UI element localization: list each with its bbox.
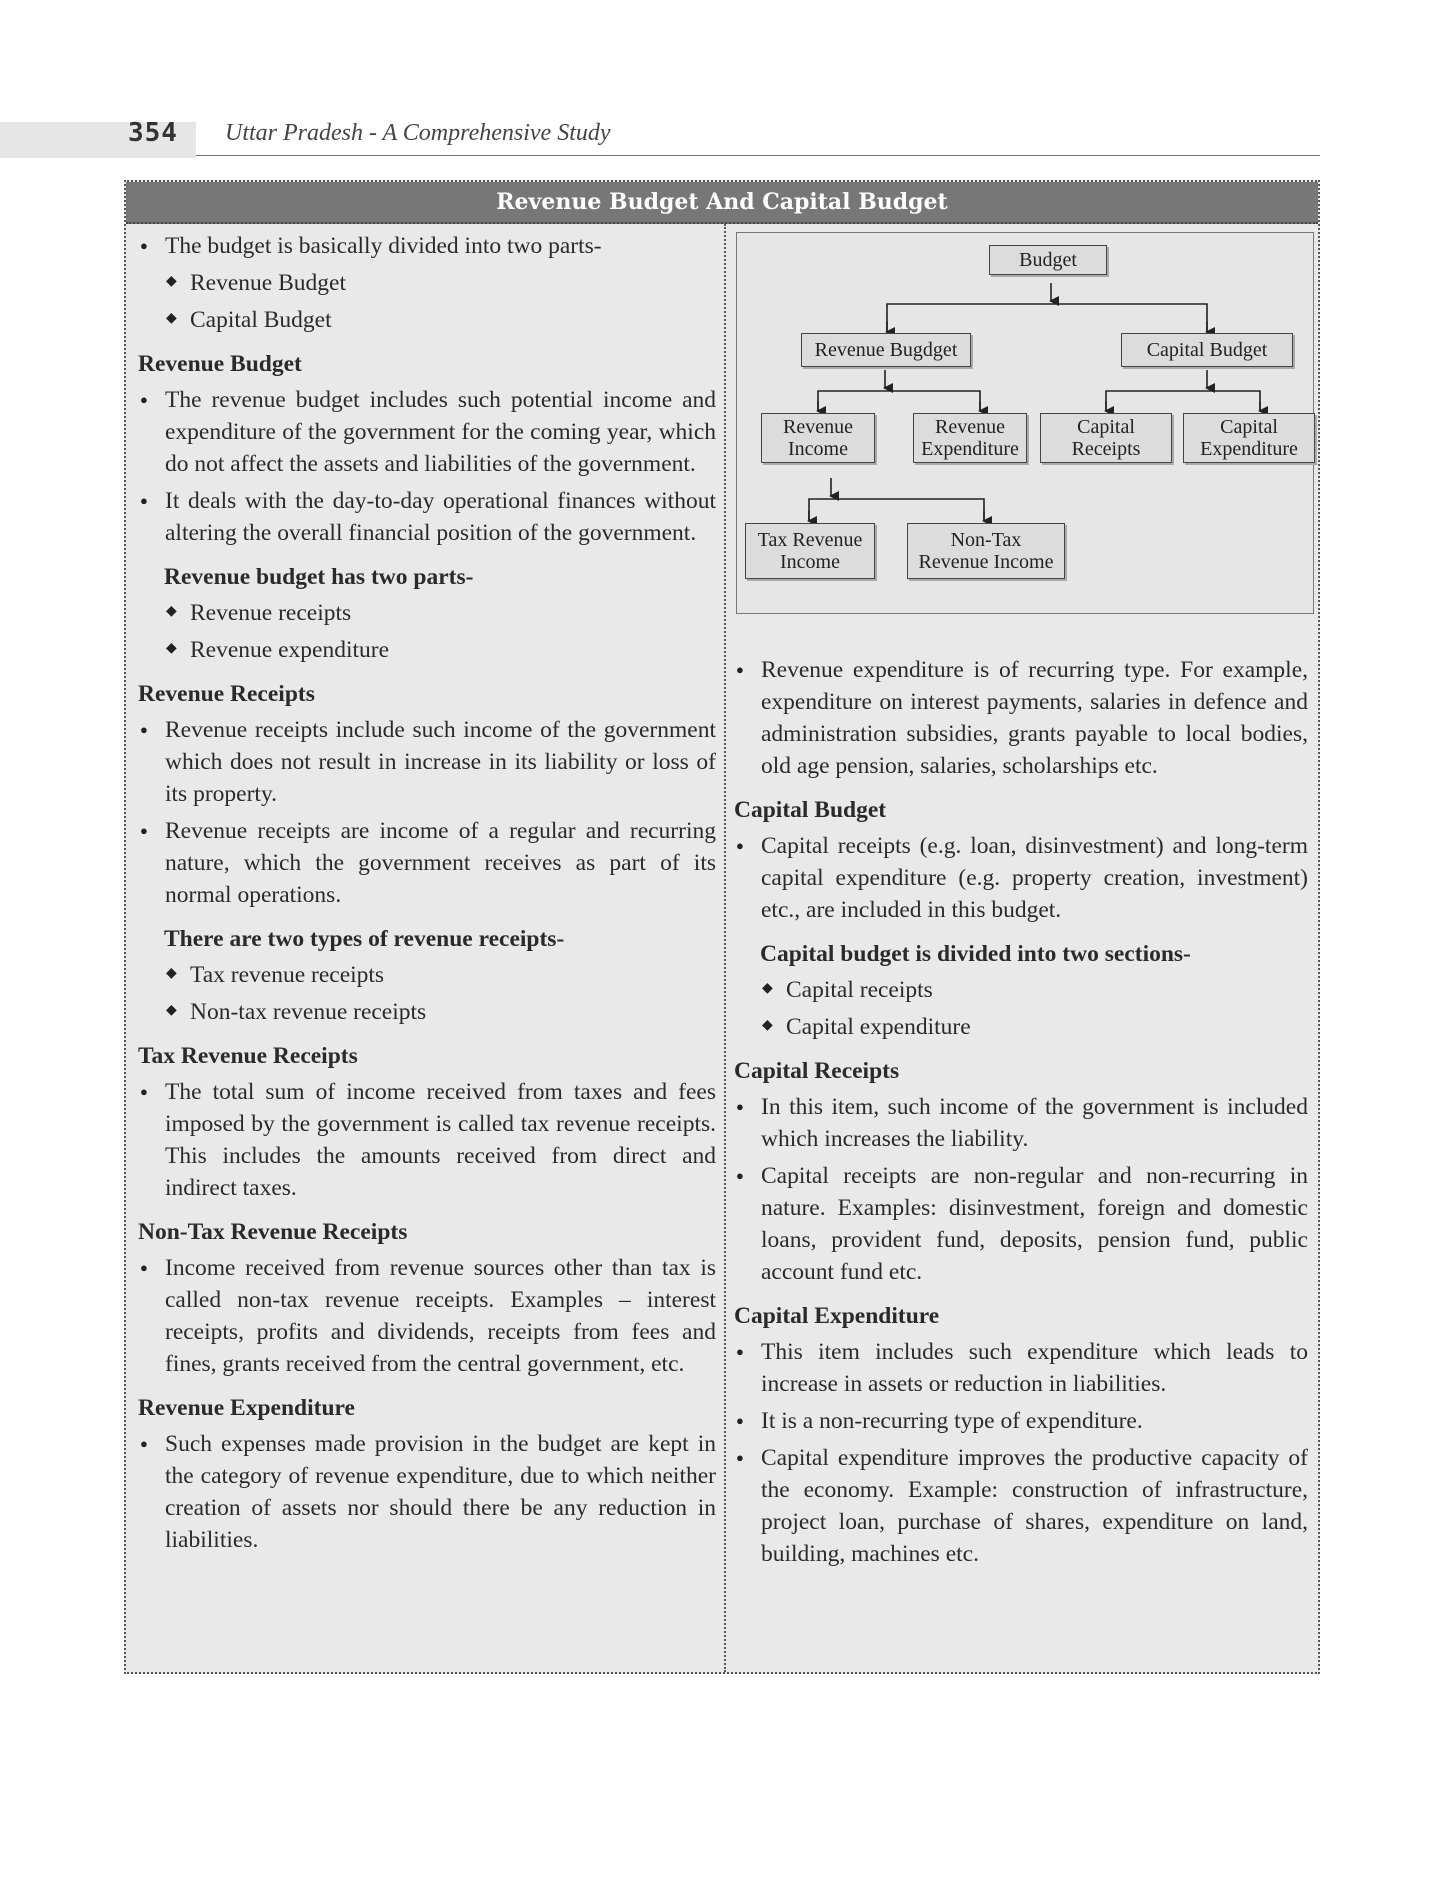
bullet: ● The revenue budget includes such potential income and expenditure of the government for the coming year, which do not affect the assets and liabilities of the government. bbox=[138, 384, 716, 480]
list-item: ◆ Capital receipts bbox=[734, 974, 1308, 1006]
section-heading: Non-Tax Revenue Receipts bbox=[138, 1219, 408, 1245]
list-item: ◆ Revenue expenditure bbox=[138, 634, 716, 666]
subheading: Revenue budget has two parts- bbox=[164, 564, 474, 590]
box-title: Revenue Budget And Capital Budget bbox=[126, 182, 1318, 224]
section-heading: Capital Receipts bbox=[734, 1058, 900, 1084]
left-column bbox=[138, 224, 716, 1561]
budget-diagram bbox=[736, 232, 1314, 614]
node-capital-budget: Capital Budget bbox=[1121, 333, 1293, 367]
list-item: ◆ Tax revenue receipts bbox=[138, 959, 716, 991]
bullet: ● In this item, such income of the government is included which increases the liability. bbox=[734, 1091, 1308, 1155]
info-box bbox=[124, 180, 1320, 1674]
node-revenue-budget: Revenue Bugdget bbox=[801, 333, 971, 367]
bullet: ● Income received from revenue sources other than tax is called non-tax revenue receipts. Examples – interest receipts, profits and dividends, receipts from fees and fines, grants received from the central government, etc. bbox=[138, 1252, 716, 1380]
intro-bullet: ● The budget is basically divided into two parts- bbox=[138, 230, 716, 262]
section-heading: Capital Expenditure bbox=[734, 1303, 940, 1329]
node-capital-expenditure: Capital Expenditure bbox=[1183, 413, 1315, 463]
connector-income-split bbox=[809, 499, 984, 521]
section-heading: Revenue Budget bbox=[138, 351, 302, 377]
running-title: Uttar Pradesh - A Comprehensive Study bbox=[225, 120, 611, 146]
section-heading: Tax Revenue Receipts bbox=[138, 1043, 358, 1069]
connector-budget-split bbox=[887, 304, 1207, 332]
connector-capital-split bbox=[1106, 391, 1260, 411]
section-heading: Revenue Receipts bbox=[138, 681, 315, 707]
subheading: There are two types of revenue receipts- bbox=[164, 926, 565, 952]
bullet: ● Capital expenditure improves the productive capacity of the economy. Example: construction of infrastructure, project loan, purchase of shares, expenditure on land, building, machines etc. bbox=[734, 1442, 1308, 1570]
node-tax-revenue-income: Tax Revenue Income bbox=[745, 523, 875, 579]
list-item: ◆ Revenue receipts bbox=[138, 597, 716, 629]
node-non-tax-revenue-income: Non-Tax Revenue Income bbox=[907, 523, 1065, 579]
node-capital-receipts: Capital Receipts bbox=[1040, 413, 1172, 463]
bullet: ● Capital receipts are non-regular and non-recurring in nature. Examples: disinvestment, foreign and domestic loans, provident fund, deposits, pension fund, public account fund etc. bbox=[734, 1160, 1308, 1288]
bullet: ● Revenue expenditure is of recurring type. For example, expenditure on interest payments, salaries in defence and administration subsidies, grants payable to local bodies, old age pension, salaries, scholarships etc. bbox=[734, 654, 1308, 782]
list-item: ◆ Non-tax revenue receipts bbox=[138, 996, 716, 1028]
connector-revenue-split bbox=[818, 391, 980, 411]
bullet: ● This item includes such expenditure which leads to increase in assets or reduction in liabilities. bbox=[734, 1336, 1308, 1400]
bullet: ● It is a non-recurring type of expenditure. bbox=[734, 1405, 1308, 1437]
bullet: ● The total sum of income received from taxes and fees imposed by the government is called tax revenue receipts. This includes the amounts received from direct and indirect taxes. bbox=[138, 1076, 716, 1204]
node-revenue-expenditure: Revenue Expenditure bbox=[913, 413, 1027, 463]
node-budget: Budget bbox=[989, 245, 1107, 275]
page-number: 354 bbox=[128, 118, 178, 148]
bullet: ● Revenue receipts are income of a regular and recurring nature, which the government receives as part of its normal operations. bbox=[138, 815, 716, 911]
intro-item: ◆ Revenue Budget bbox=[138, 267, 716, 299]
right-column bbox=[734, 650, 1308, 1575]
bullet: ● It deals with the day-to-day operational finances without altering the overall financial position of the government. bbox=[138, 485, 716, 549]
bullet: ● Capital receipts (e.g. loan, disinvestment) and long-term capital expenditure (e.g. property creation, investment) etc., are included in this budget. bbox=[734, 830, 1308, 926]
bullet: ● Revenue receipts include such income of the government which does not result in increase in its liability or loss of its property. bbox=[138, 714, 716, 810]
list-item: ◆ Capital expenditure bbox=[734, 1011, 1308, 1043]
subheading: Capital budget is divided into two sections- bbox=[760, 941, 1191, 967]
header-rule bbox=[196, 155, 1320, 156]
section-heading: Capital Budget bbox=[734, 797, 887, 823]
bullet: ● Such expenses made provision in the budget are kept in the category of revenue expenditure, due to which neither creation of assets nor should there be any reduction in liabilities. bbox=[138, 1428, 716, 1556]
column-divider bbox=[724, 224, 726, 1672]
section-heading: Revenue Expenditure bbox=[138, 1395, 355, 1421]
intro-item: ◆ Capital Budget bbox=[138, 304, 716, 336]
node-revenue-income: Revenue Income bbox=[761, 413, 875, 463]
